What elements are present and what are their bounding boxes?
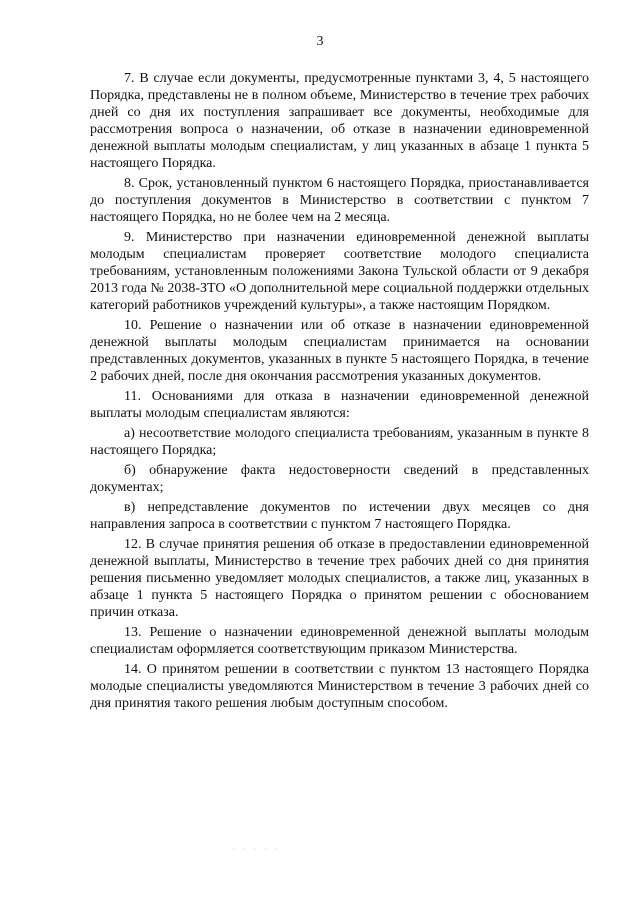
paragraph-12: 12. В случае принятия решения об отказе в предоставлении единовременной денежной выплаты, Министерство в течение трех рабочих дней со дня принятия решения письменно уведомляет молодых специалистов, а также лиц, указанных в абзаце 1 пункта 5 настоящего Порядка о принятом решении с обоснованием причин отказа. — [90, 537, 589, 620]
paragraph-7: 7. В случае если документы, предусмотренные пунктами 3, 4, 5 настоящего Порядка, представлены не в полном объеме, Министерство в течение трех рабочих дней со дня их поступления запрашивает все документы, необходимые для рассмотрения вопроса о назначении, об отказе в назначении единовременной денежной выплаты молодым специалистам, у лиц указанных в абзаце 1 пункта 5 настоящего Порядка. — [90, 71, 589, 171]
paragraph-11-a: а) несоответствие молодого специалиста требованиям, указанным в пункте 8 настоящего Порядка; — [90, 426, 589, 458]
paragraph-11: 11. Основаниями для отказа в назначении единовременной денежной выплаты молодым специалистам являются: — [90, 389, 589, 421]
scan-artifact: · · · · · — [232, 845, 281, 854]
paragraph-11-c: в) непредставление документов по истечении двух месяцев со дня направления запроса в соответствии с пунктом 7 настоящего Порядка. — [90, 500, 589, 532]
paragraph-10: 10. Решение о назначении или об отказе в назначении единовременной денежной выплаты молодым специалистам принимается на основании представленных документов, указанных в пункте 5 настоящего Порядка, в течение 2 рабочих дней, после дня окончания рассмотрения указанных документов. — [90, 318, 589, 384]
paragraph-11-b: б) обнаружение факта недостоверности сведений в представленных документах; — [90, 463, 589, 495]
page-number: 3 — [316, 34, 324, 49]
paragraph-13: 13. Решение о назначении единовременной денежной выплаты молодым специалистам оформляется соответствующим приказом Министерства. — [90, 625, 589, 657]
paragraph-14: 14. О принятом решении в соответствии с пунктом 13 настоящего Порядка молодые специалисты уведомляются Министерством в течение 3 рабочих дней со дня принятия такого решения любым доступным способом. — [90, 662, 589, 711]
paragraph-9: 9. Министерство при назначении единовременной денежной выплаты молодым специалистам проверяет соответствие молодого специалиста требованиям, установленным положениями Закона Тульской области от 9 декабря 2013 года № 2038-ЗТО «О дополнительной мере социальной поддержки отдельных категорий работников учреждений культуры», а также настоящим Порядком. — [90, 230, 589, 313]
document-body — [90, 70, 589, 715]
paragraph-8: 8. Срок, установленный пунктом 6 настоящего Порядка, приостанавливается до поступления документов в Министерство в соответствии с пунктом 7 настоящего Порядка, но не более чем на 2 месяца. — [90, 176, 589, 225]
